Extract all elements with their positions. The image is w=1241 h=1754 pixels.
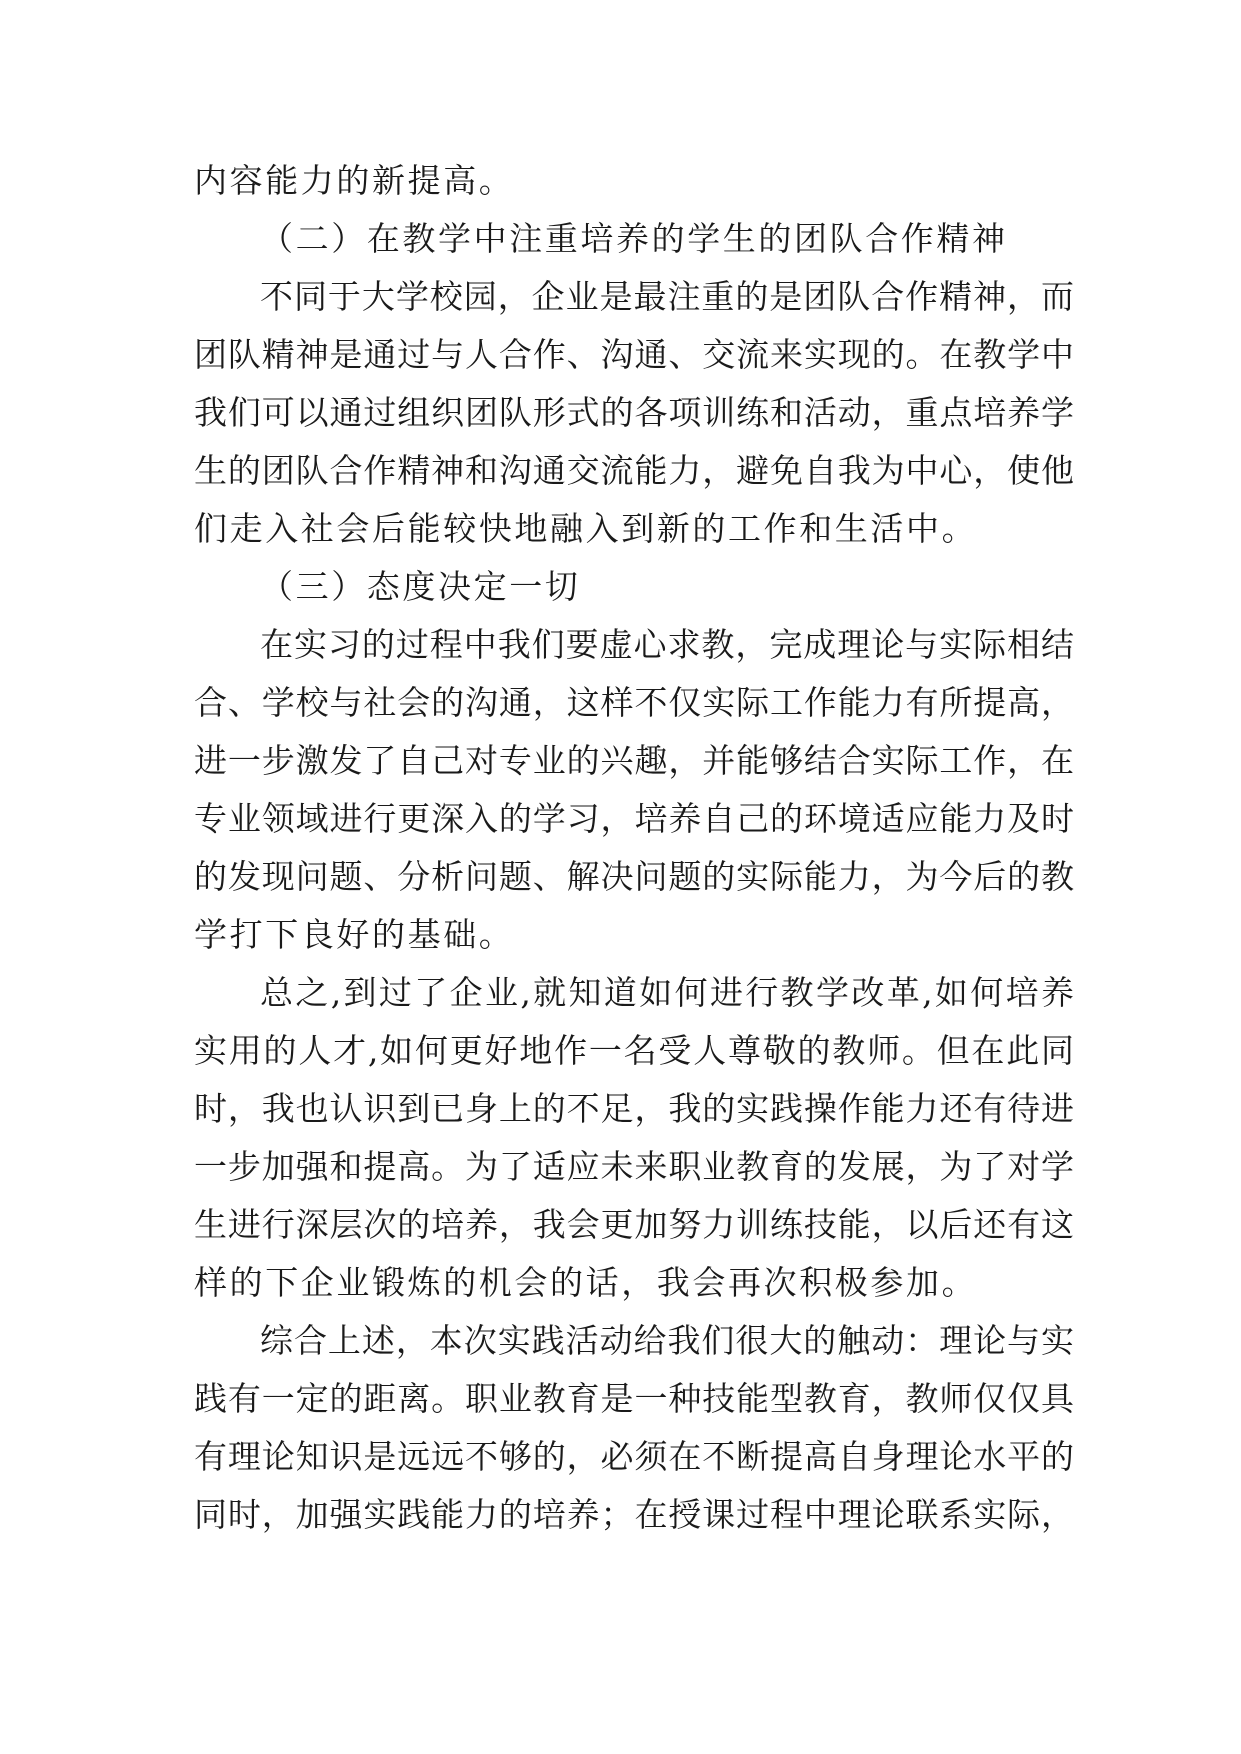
- text-line: 内容能力的新提高。: [194, 161, 515, 200]
- text-line: 的发现问题、分析问题、解决问题的实际能力，为今后的教: [194, 857, 1074, 896]
- text-line: 有理论知识是远远不够的，必须在不断提高自身理论水平的: [194, 1437, 1074, 1476]
- text-line: 践有一定的距离。职业教育是一种技能型教育，教师仅仅具: [194, 1379, 1074, 1418]
- text-line: 实用的人才,如何更好地作一名受人尊敬的教师。但在此同: [194, 1031, 1074, 1070]
- text-line: 样的下企业锻炼的机会的话，我会再次积极参加。: [194, 1263, 978, 1302]
- text-line: 不同于大学校园，企业是最注重的是团队合作精神，而: [260, 277, 1074, 316]
- section-heading: （二）在教学中注重培养的学生的团队合作精神: [260, 219, 1008, 258]
- text-line: 综合上述，本次实践活动给我们很大的触动：理论与实: [260, 1321, 1074, 1360]
- text-line: 生的团队合作精神和沟通交流能力，避免自我为中心，使他: [194, 451, 1074, 490]
- text-line: 专业领域进行更深入的学习，培养自己的环境适应能力及时: [194, 799, 1074, 838]
- text-line: 进一步激发了自己对专业的兴趣，并能够结合实际工作，在: [194, 741, 1074, 780]
- text-line: 一步加强和提高。为了适应未来职业教育的发展，为了对学: [194, 1147, 1074, 1186]
- text-line: 合、学校与社会的沟通，这样不仅实际工作能力有所提高，: [194, 683, 1074, 722]
- text-line: 在实习的过程中我们要虚心求教，完成理论与实际相结: [260, 625, 1074, 664]
- text-line: 我们可以通过组织团队形式的各项训练和活动，重点培养学: [194, 393, 1074, 432]
- text-line: 同时，加强实践能力的培养；在授课过程中理论联系实际，: [194, 1495, 1074, 1534]
- text-line: 们走入社会后能较快地融入到新的工作和生活中。: [194, 509, 978, 548]
- text-line: 时，我也认识到已身上的不足，我的实践操作能力还有待进: [194, 1089, 1074, 1128]
- text-line: 学打下良好的基础。: [194, 915, 515, 954]
- text-line: 总之,到过了企业,就知道如何进行教学改革,如何培养: [260, 973, 1074, 1012]
- text-line: 团队精神是通过与人合作、沟通、交流来实现的。在教学中: [194, 335, 1074, 374]
- section-heading: （三）态度决定一切: [260, 567, 581, 606]
- text-line: 生进行深层次的培养，我会更加努力训练技能，以后还有这: [194, 1205, 1074, 1244]
